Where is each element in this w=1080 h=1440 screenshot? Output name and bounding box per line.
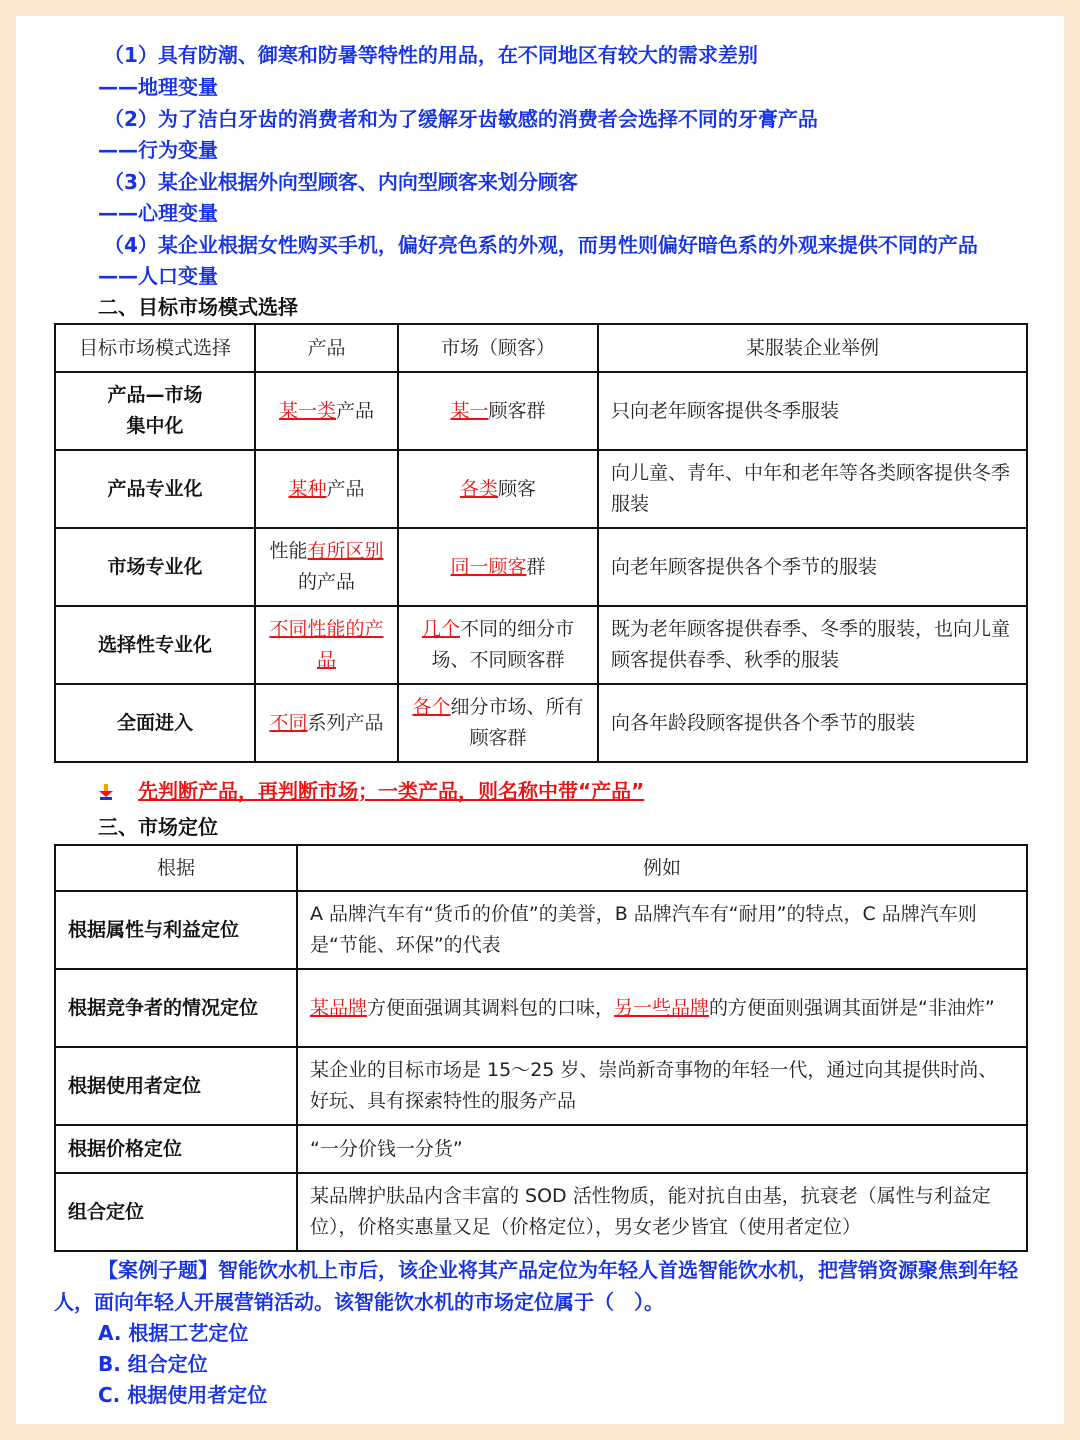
section-2-title: 二、目标市场模式选择 — [98, 295, 298, 319]
table-row — [55, 372, 1027, 450]
example-cell: 向儿童、青年、中年和老年等各类顾客提供冬季服装 — [598, 450, 1027, 528]
table-header: 产品 — [255, 324, 398, 372]
intro-question-2: （2）为了洁白牙齿的消费者和为了缓解牙齿敏感的消费者会选择不同的牙膏产品 — [104, 107, 818, 131]
market-cell: 各个细分市场、所有顾客群 — [398, 684, 598, 762]
example-cell: 既为老年顾客提供春季、冬季的服装，也向儿童顾客提供春季、秋季的服装 — [598, 606, 1027, 684]
example-cell: 向各年龄段顾客提供各个季节的服装 — [598, 684, 1027, 762]
table-row — [55, 684, 1027, 762]
market-cell: 某一顾客群 — [398, 372, 598, 450]
intro-answer-1: ——地理变量 — [98, 75, 218, 99]
section-3-title: 三、市场定位 — [98, 815, 218, 839]
mode-cell: 全面进入 — [55, 684, 255, 762]
example-cell: “一分价钱一分货” — [297, 1125, 1027, 1173]
market-cell: 几个不同的细分市场、不同顾客群 — [398, 606, 598, 684]
example-cell: 某品牌方便面强调其调料包的口味，另一些品牌的方便面则强调其面饼是“非油炸” — [297, 969, 1027, 1047]
table-header: 市场（顾客） — [398, 324, 598, 372]
target-market-table — [54, 323, 1028, 763]
basis-cell: 根据使用者定位 — [55, 1047, 297, 1125]
mode-cell: 选择性专业化 — [55, 606, 255, 684]
intro-question-3: （3）某企业根据外向型顾客、内向型顾客来划分顾客 — [104, 170, 578, 194]
table-header: 目标市场模式选择 — [55, 324, 255, 372]
table-header: 某服装企业举例 — [598, 324, 1027, 372]
table-row — [55, 969, 1027, 1047]
intro-answer-4: ——人口变量 — [98, 264, 218, 288]
basis-cell: 根据属性与利益定位 — [55, 891, 297, 969]
market-cell: 各类顾客 — [398, 450, 598, 528]
table-header: 根据 — [55, 845, 297, 891]
basis-cell: 根据竞争者的情况定位 — [55, 969, 297, 1047]
example-cell: 只向老年顾客提供冬季服装 — [598, 372, 1027, 450]
tip-text: 先判断产品，再判断市场；一类产品，则名称中带“产品” — [138, 779, 645, 803]
example-cell: 向老年顾客提供各个季节的服装 — [598, 528, 1027, 606]
table-row — [55, 606, 1027, 684]
case-question: 【案例子题】智能饮水机上市后，该企业将其产品定位为年轻人首选智能饮水机，把营销资源聚焦到年轻人，面向年轻人开展营销活动。该智能饮水机的市场定位属于（ ）。 — [54, 1258, 1018, 1314]
basis-cell: 组合定位 — [55, 1173, 297, 1251]
table-row — [55, 1047, 1027, 1125]
option-a[interactable]: A. 根据工艺定位 — [98, 1321, 249, 1345]
option-c[interactable]: C. 根据使用者定位 — [98, 1383, 268, 1407]
table-row — [55, 450, 1027, 528]
intro-question-1: （1）具有防潮、御寒和防暑等特性的用品，在不同地区有较大的需求差别 — [104, 43, 758, 67]
product-cell: 不同系列产品 — [255, 684, 398, 762]
table-row — [55, 891, 1027, 969]
intro-answer-3: ——心理变量 — [98, 201, 218, 225]
table-row — [55, 528, 1027, 606]
example-cell: 某品牌护肤品内含丰富的 SOD 活性物质，能对抗自由基，抗衰老（属性与利益定位），价格实惠量又足（价格定位），男女老少皆宜（使用者定位） — [297, 1173, 1027, 1251]
product-cell: 某一类产品 — [255, 372, 398, 450]
example-cell: A 品牌汽车有“货币的价值”的美誉，B 品牌汽车有“耐用”的特点，C 品牌汽车则是“节能、环保”的代表 — [297, 891, 1027, 969]
market-cell: 同一顾客群 — [398, 528, 598, 606]
example-cell: 某企业的目标市场是 15～25 岁、崇尚新奇事物的年轻一代，通过向其提供时尚、好玩、具有探索特性的服务产品 — [297, 1047, 1027, 1125]
page — [16, 16, 1064, 1424]
table-header: 例如 — [297, 845, 1027, 891]
product-cell: 某种产品 — [255, 450, 398, 528]
mode-cell: 市场专业化 — [55, 528, 255, 606]
intro-answer-2: ——行为变量 — [98, 138, 218, 162]
arrow-down-icon — [98, 784, 114, 800]
option-b[interactable]: B. 组合定位 — [98, 1352, 208, 1376]
product-cell: 不同性能的产品 — [255, 606, 398, 684]
mode-cell: 产品—市场 集中化 — [55, 372, 255, 450]
intro-question-4: （4）某企业根据女性购买手机，偏好亮色系的外观，而男性则偏好暗色系的外观来提供不同的产品 — [104, 233, 978, 257]
table-row — [55, 1173, 1027, 1251]
positioning-table — [54, 844, 1028, 1252]
product-cell: 性能有所区别的产品 — [255, 528, 398, 606]
mode-cell: 产品专业化 — [55, 450, 255, 528]
table-row — [55, 1125, 1027, 1173]
basis-cell: 根据价格定位 — [55, 1125, 297, 1173]
